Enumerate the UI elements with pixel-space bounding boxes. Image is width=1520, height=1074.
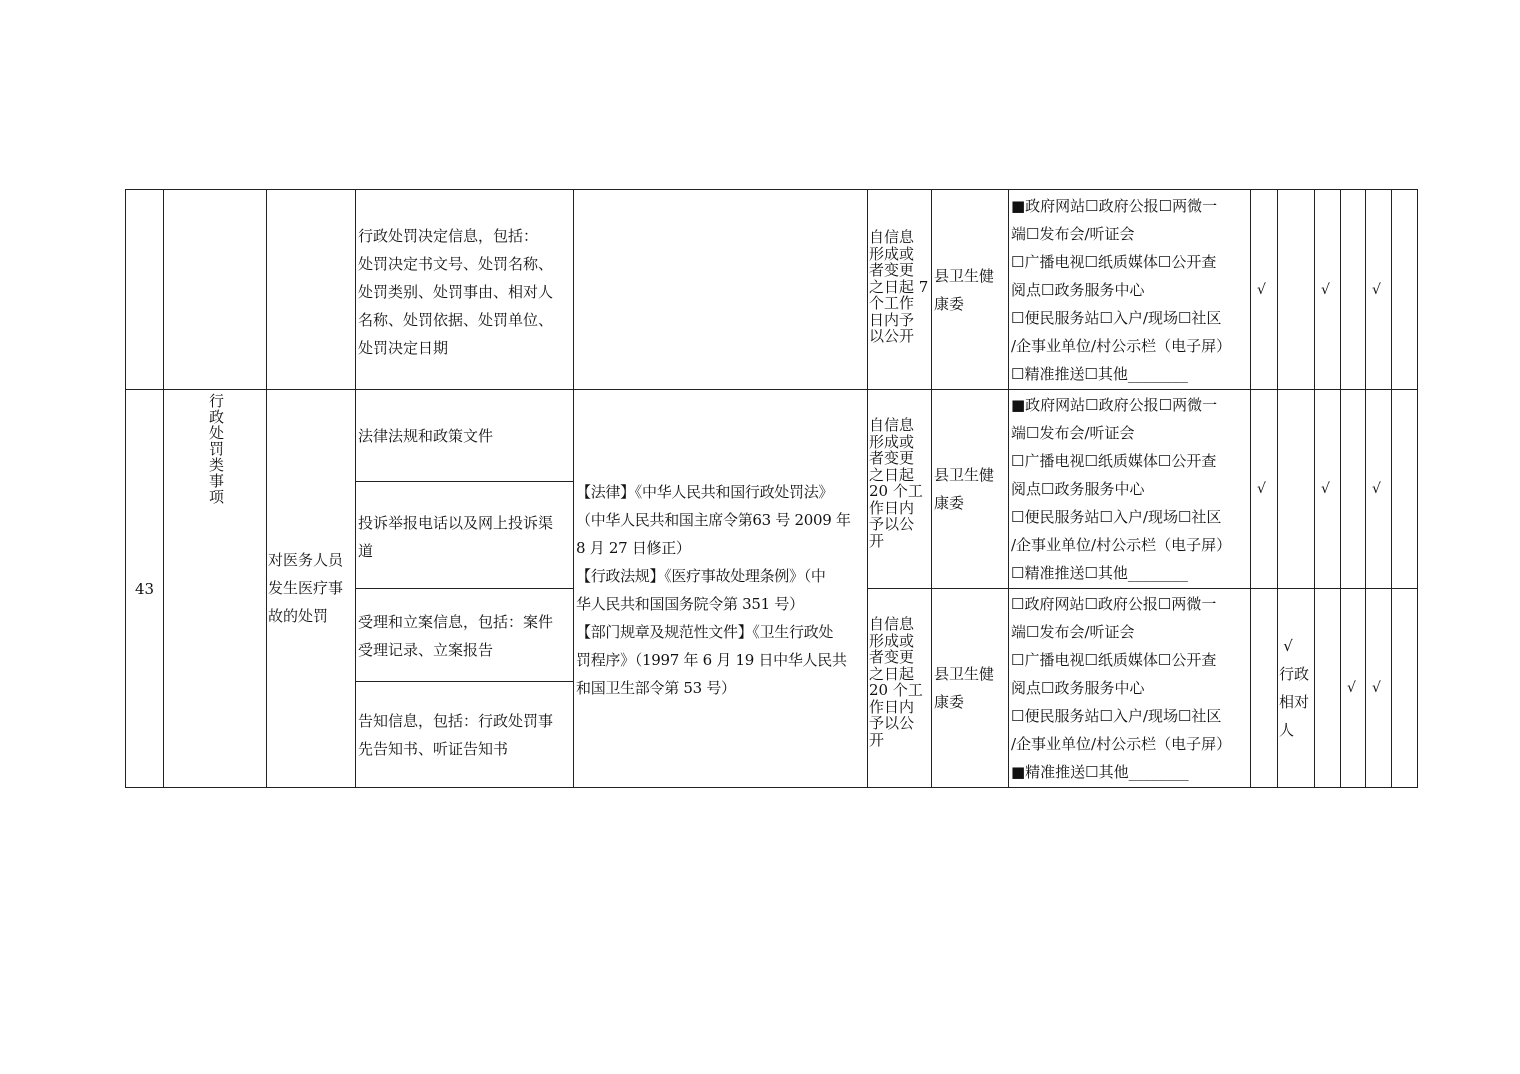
check-mark: √ <box>1257 481 1266 497</box>
col-line <box>1340 189 1341 788</box>
check-mark: √ <box>1321 282 1330 298</box>
row-number: 43 <box>134 580 155 598</box>
check-mark: √ <box>1372 282 1381 298</box>
sub2-timelimit: 自信息 形成或 者变更 之日起 20 个工 作日内 予以公 开 <box>869 615 923 749</box>
col-line <box>573 189 574 788</box>
sub1-channels: ■政府网站☐政府公报☐两微一 端☐发布会/听证会 ☐广播电视☐纸质媒体☐公开查 阅点☐政务服务中心 ☐便民服务站☐入户/现场☐社区 /企事业单位/村公示栏（电子屏） ☐精准推送☐其他________ <box>1011 396 1232 582</box>
content-divider <box>355 481 573 482</box>
sub1-subject: 县卫生健 康委 <box>934 466 995 512</box>
item-name: 对医务人员 发生医疗事 故的处罚 <box>268 551 344 625</box>
col-line <box>1417 189 1418 788</box>
col-line <box>355 189 356 788</box>
check-mark: √ <box>1321 481 1330 497</box>
col-line <box>125 189 126 788</box>
col-line <box>163 189 164 788</box>
check-mark: √ <box>1372 481 1381 497</box>
check-mark: √ <box>1257 282 1266 298</box>
content-divider <box>355 588 573 589</box>
content-notice: 告知信息，包括：行政处罚事 先告知书、听证告知书 <box>358 712 554 758</box>
row1-subject: 县卫生健 康委 <box>934 267 995 313</box>
col-line <box>1391 189 1392 788</box>
sub2-channels: ☐政府网站☐政府公报☐两微一 端☐发布会/听证会 ☐广播电视☐纸质媒体☐公开查 阅点☐政务服务中心 ☐便民服务站☐入户/现场☐社区 /企事业单位/村公示栏（电子屏） ■精准推送☐其他________ <box>1011 595 1232 781</box>
content-filing: 受理和立案信息，包括：案件 受理记录、立案报告 <box>358 613 554 659</box>
subrow-divider <box>867 588 1418 589</box>
content-law: 法律法规和政策文件 <box>358 427 494 445</box>
check-mark: √ <box>1347 680 1356 696</box>
row1-content: 行政处罚决定信息，包括： 处罚决定书文号、处罚名称、 处罚类别、处罚事由、相对人 名称、处罚依据、处罚单位、 处罚决定日期 <box>358 227 554 357</box>
content-divider <box>355 681 573 682</box>
row1-timelimit: 自信息 形成或 者变更 之日起 7 个工作 日内予 以公开 <box>869 228 929 345</box>
row-divider <box>125 389 1418 390</box>
col-line <box>266 189 267 788</box>
border-bottom <box>125 787 1418 788</box>
sub2-subject: 县卫生健 康委 <box>934 665 995 711</box>
col-line <box>931 189 932 788</box>
row1-channels: ■政府网站☐政府公报☐两微一 端☐发布会/听证会 ☐广播电视☐纸质媒体☐公开查 阅点☐政务服务中心 ☐便民服务站☐入户/现场☐社区 /企事业单位/村公示栏（电子屏） ☐精准推送☐其他________ <box>1011 197 1232 383</box>
col-line <box>1365 189 1366 788</box>
border-top <box>125 189 1418 190</box>
content-complaint: 投诉举报电话以及网上投诉渠 道 <box>358 514 554 560</box>
col-line <box>1277 189 1278 788</box>
check-mark: √ <box>1372 680 1381 696</box>
category-label: 行政处罚类事项 <box>207 393 225 505</box>
legal-basis: 【法律】《中华人民共和国行政处罚法》 （中华人民共和国主席令第63 号 2009 年 8 月 27 日修正） 【行政法规】《医疗事故处理条例》（中 华人民共和国国务院令第 351 号） 【部门规章及规范性文件】《卫生行政处 罚程序》（1997 年 6 月 19 日中华人民共 和国卫生部令第 53 号） <box>576 483 851 697</box>
sub2-specific-object: √ 行政 相对 人 <box>1279 637 1310 739</box>
col-line <box>1008 189 1009 788</box>
sub1-timelimit: 自信息 形成或 者变更 之日起 20 个工 作日内 予以公 开 <box>869 416 923 550</box>
